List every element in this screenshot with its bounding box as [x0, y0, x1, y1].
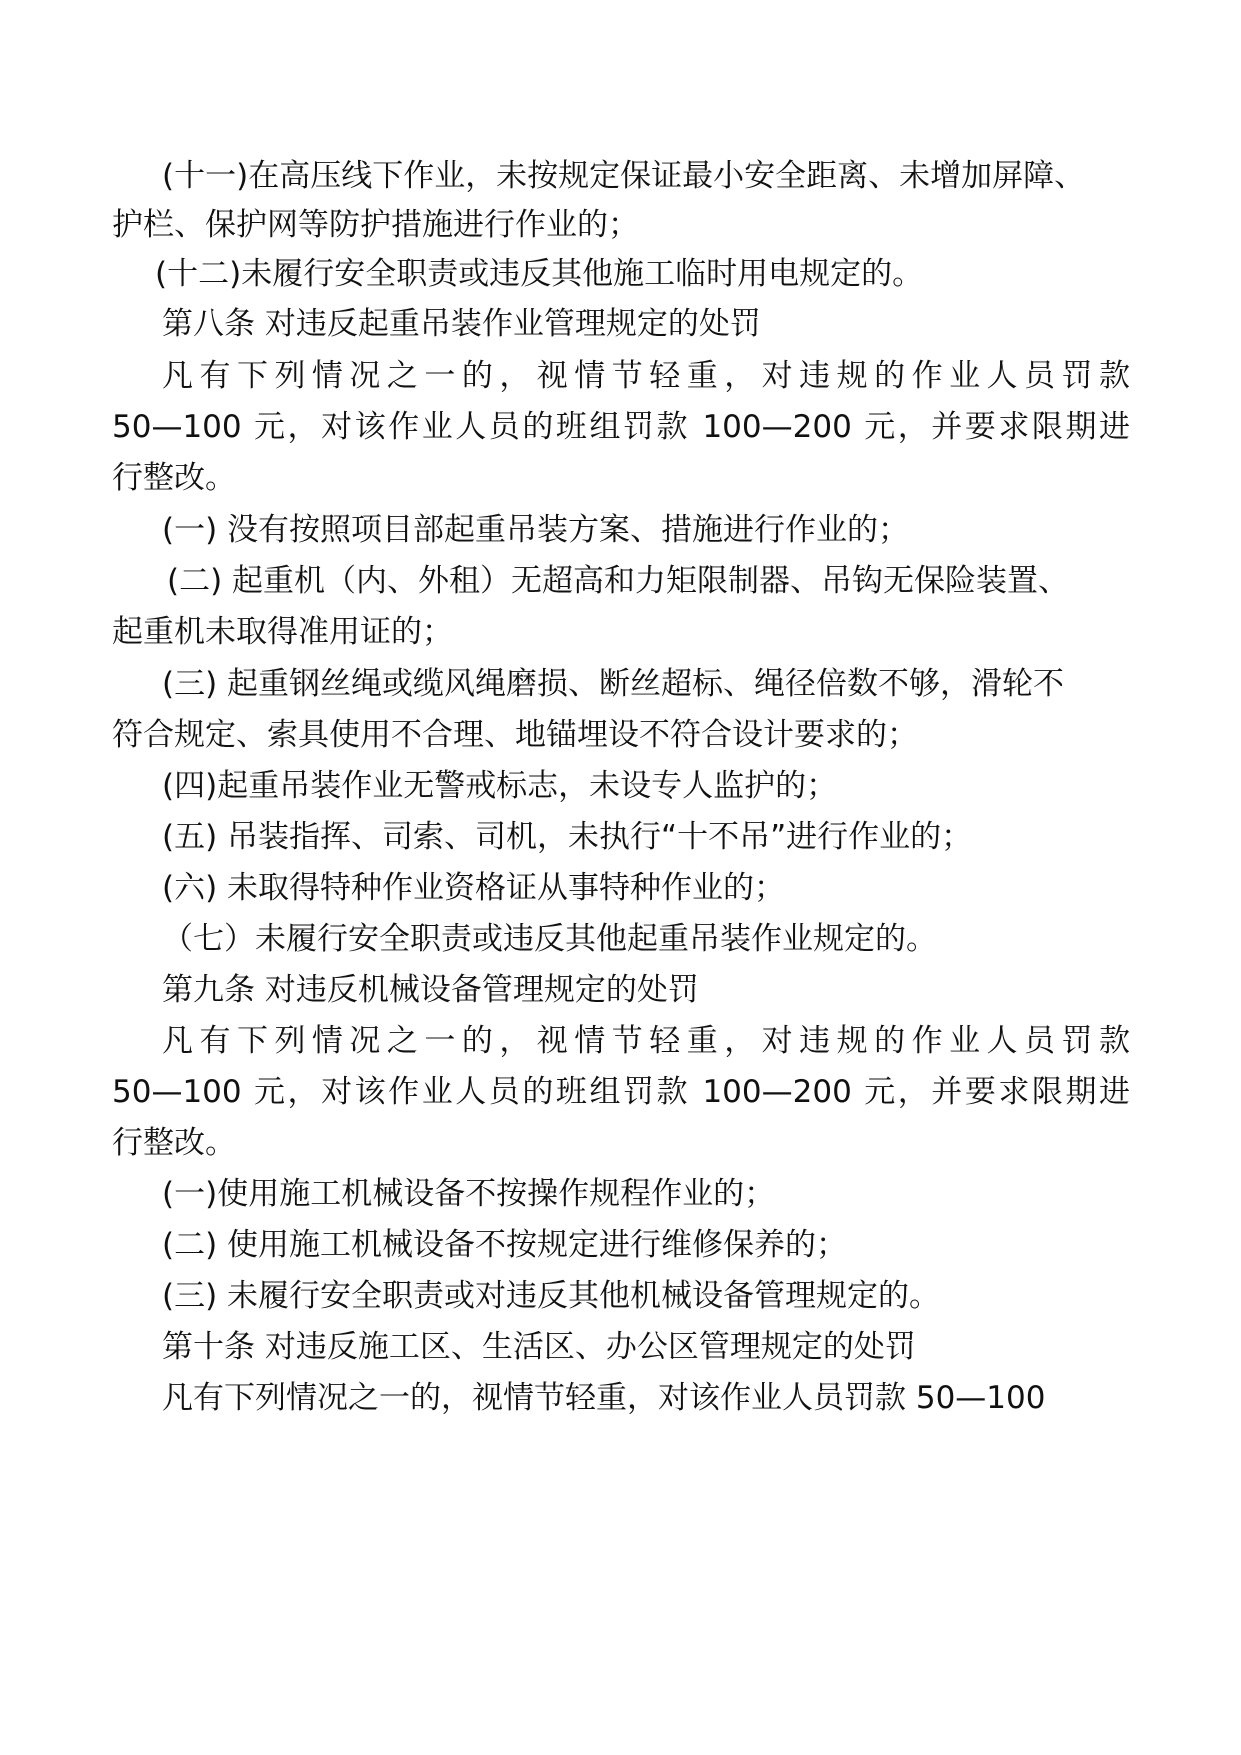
text-line: 凡有下列情况之一的，视情节轻重，对违规的作业人员罚款	[162, 358, 1130, 394]
text-line: 护栏、保护网等防护措施进行作业的；	[112, 207, 639, 243]
article-heading: 第九条 对违反机械设备管理规定的处罚	[162, 972, 699, 1008]
list-item: (二) 使用施工机械设备不按规定进行维修保养的；	[162, 1227, 848, 1263]
article-heading: 第八条 对违反起重吊装作业管理规定的处罚	[162, 306, 761, 342]
list-item: （七）未履行安全职责或违反其他起重吊装作业规定的。	[162, 921, 937, 957]
list-item: (一)使用施工机械设备不按操作规程作业的；	[162, 1176, 776, 1212]
text-line: 凡有下列情况之一的，视情节轻重，对该作业人员罚款 50—100	[162, 1380, 1046, 1416]
text-line: 50—100 元，对该作业人员的班组罚款 100—200 元，并要求限期进	[112, 409, 1130, 445]
article-heading: 第十条 对违反施工区、生活区、办公区管理规定的处罚	[162, 1329, 916, 1365]
list-item: (四)起重吊装作业无警戒标志，未设专人监护的；	[162, 768, 838, 804]
text-line: 凡有下列情况之一的，视情节轻重，对违规的作业人员罚款	[162, 1023, 1130, 1059]
text-line: (十二)未履行安全职责或违反其他施工临时用电规定的。	[155, 256, 924, 292]
list-item: (五) 吊装指挥、司索、司机，未执行“十不吊”进行作业的；	[162, 819, 973, 855]
list-item: (六) 未取得特种作业资格证从事特种作业的；	[162, 870, 786, 906]
text-line: 50—100 元，对该作业人员的班组罚款 100—200 元，并要求限期进	[112, 1074, 1130, 1110]
list-item: (三) 起重钢丝绳或缆风绳磨损、断丝超标、绳径倍数不够，滑轮不	[162, 666, 1065, 702]
text-line: 起重机未取得准用证的；	[112, 614, 453, 650]
list-item: (三) 未履行安全职责或对违反其他机械设备管理规定的。	[162, 1278, 941, 1314]
text-line: 行整改。	[112, 460, 236, 496]
text-line: 符合规定、索具使用不合理、地锚埋设不符合设计要求的；	[112, 717, 918, 753]
list-item: (二) 起重机（内、外租）无超高和力矩限制器、吊钩无保险装置、	[167, 563, 1070, 599]
text-line: 行整改。	[112, 1125, 236, 1161]
text-line: (十一)在高压线下作业，未按规定保证最小安全距离、未增加屏障、	[162, 158, 1086, 194]
list-item: (一) 没有按照项目部起重吊装方案、措施进行作业的；	[162, 512, 910, 548]
